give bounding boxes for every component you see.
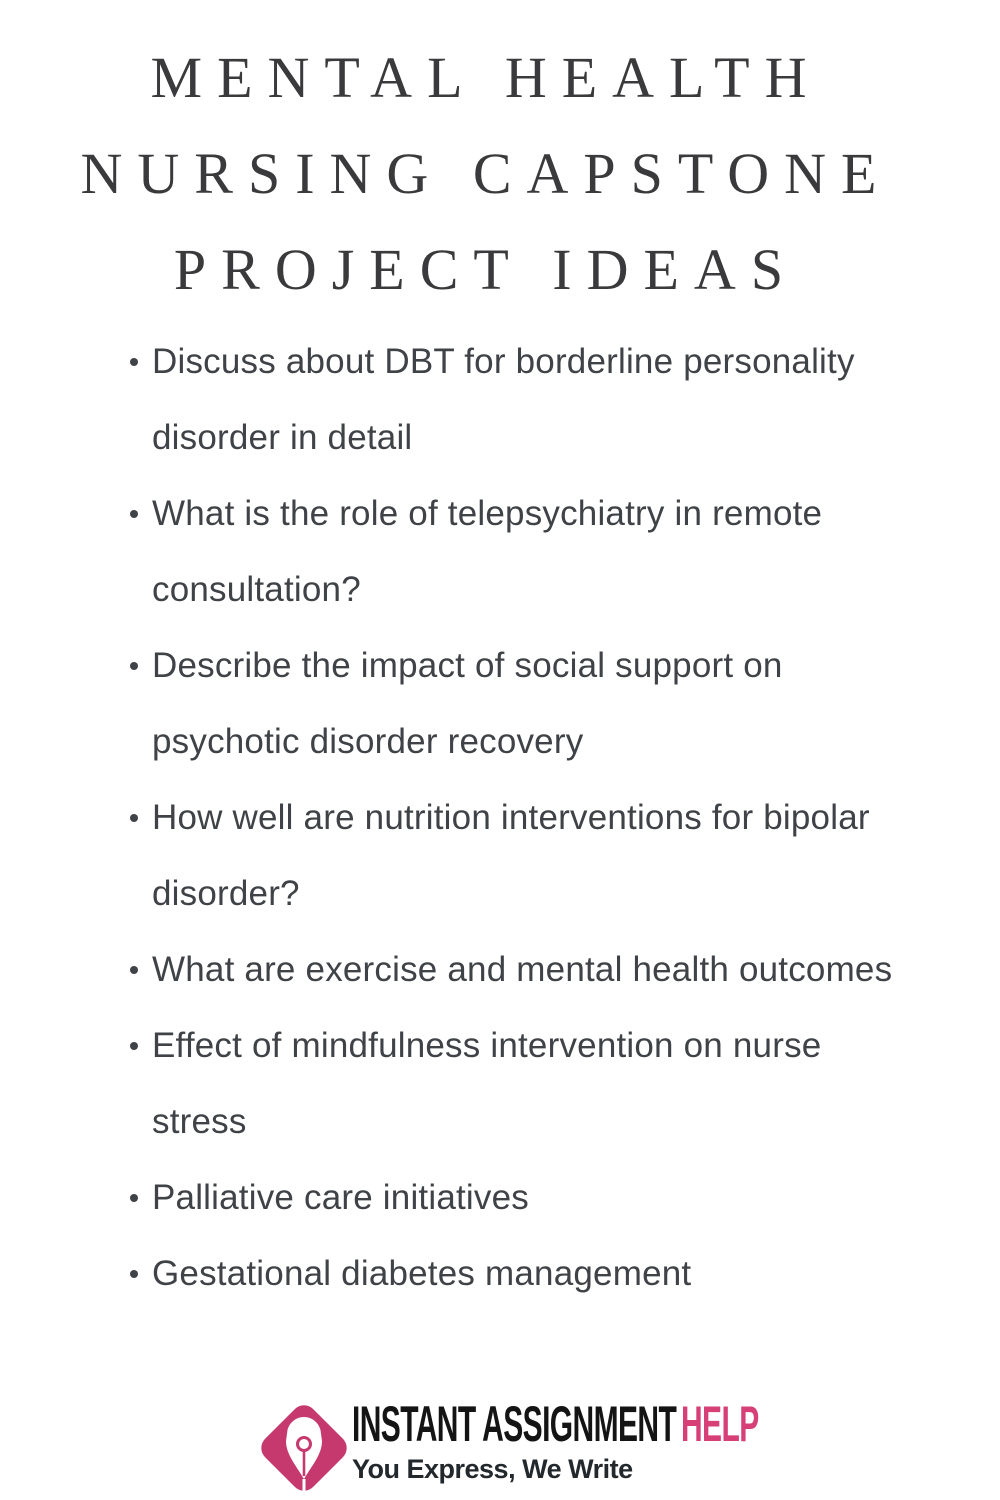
logo-text-block bbox=[352, 1394, 1000, 1484]
list-item bbox=[130, 1160, 962, 1236]
title-line-2: NURSING CAPSTONE bbox=[80, 141, 892, 206]
list-item bbox=[130, 324, 962, 476]
list-item bbox=[130, 628, 962, 780]
list-item bbox=[130, 932, 962, 1008]
list-item bbox=[130, 476, 962, 628]
page-title bbox=[0, 0, 1000, 318]
title-line-1: MENTAL HEALTH bbox=[150, 45, 822, 110]
list-item-text: disorder? bbox=[152, 874, 300, 913]
pen-nib-diamond-icon bbox=[250, 1394, 358, 1500]
list-item bbox=[130, 1008, 962, 1160]
list-item bbox=[130, 780, 962, 932]
instant-assignment-help-logo bbox=[250, 1394, 1000, 1500]
list-item-text: Gestational diabetes management bbox=[152, 1254, 692, 1293]
capstone-idea-list bbox=[130, 324, 962, 1312]
list-item-text: Discuss about DBT for borderline personality bbox=[152, 342, 855, 381]
list-item-text: How well are nutrition interventions for bipolar bbox=[152, 798, 870, 837]
brand-name-black: INSTANT ASSIGNMENT bbox=[352, 1396, 677, 1452]
list-item-text: psychotic disorder recovery bbox=[152, 722, 584, 761]
title-line-3: PROJECT IDEAS bbox=[173, 237, 799, 302]
brand-tagline: You Express, We Write bbox=[352, 1454, 633, 1484]
list-item-text: Effect of mindfulness intervention on nurse bbox=[152, 1026, 822, 1065]
list-item-text: Describe the impact of social support on bbox=[152, 646, 783, 685]
brand-name bbox=[352, 1396, 759, 1452]
list-item-text: Palliative care initiatives bbox=[152, 1178, 529, 1217]
list-item-text: stress bbox=[152, 1102, 247, 1141]
list-item-text: consultation? bbox=[152, 570, 361, 609]
brand-name-pink: HELP bbox=[680, 1396, 759, 1452]
list-item-text: What is the role of telepsychiatry in remote bbox=[152, 494, 823, 533]
list-item-text: disorder in detail bbox=[152, 418, 413, 457]
list-item-text: What are exercise and mental health outcomes bbox=[152, 950, 893, 989]
list-item bbox=[130, 1236, 962, 1312]
